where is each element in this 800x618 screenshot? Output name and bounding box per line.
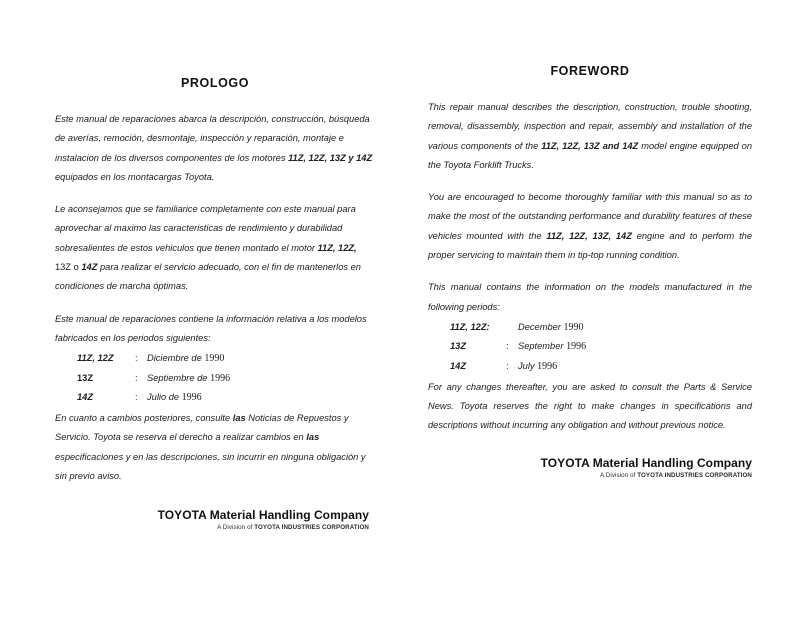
english-paragraph-2-models: 11Z, 12Z, 13Z, 14Z: [546, 230, 632, 241]
english-company-name: TOYOTA Material Handling Company: [540, 455, 752, 470]
spanish-paragraph-1-text: Este manual de reparaciones abarca la descripción, construcción, búsqueda de averías, remoción, desmontaje, inspección y reparación, montaje e instalacion de los diversos componentes de los motores: [55, 114, 370, 163]
spanish-model-row-3: [55, 388, 375, 407]
spanish-paragraph-3: Este manual de reparaciones contiene la información relativa a los modelos fabricados en los periodos siguientes:: [55, 313, 367, 343]
english-model-period-list: [428, 318, 752, 376]
english-paragraph-1-models: 11Z, 12Z, 13Z and 14Z: [541, 140, 639, 151]
english-division-prefix: A Division of: [600, 471, 638, 479]
spanish-model-month-1: Diciembre de: [147, 353, 202, 364]
spanish-model-year-2: 1996: [210, 372, 231, 384]
spanish-model-code-2: 13Z: [77, 372, 94, 383]
english-model-month-3: July: [518, 360, 535, 371]
english-model-year-3: 1996: [537, 360, 558, 372]
english-model-row-2: [428, 337, 752, 356]
spanish-division-name: TOYOTA INDUSTRIES CORPORATION: [254, 524, 369, 532]
english-model-year-1: 1990: [563, 321, 584, 333]
spanish-model-code-3: 14Z: [77, 391, 94, 402]
spanish-paragraph-4: [55, 409, 375, 486]
spanish-column: [55, 0, 375, 531]
english-model-period-1: [518, 318, 752, 337]
english-model-period-3: [518, 357, 752, 376]
spanish-model-year-3: 1996: [181, 391, 202, 403]
spanish-paragraph-4-part-2: Noticias de Repuestos y Servicio. Toyota se reserva el derecho a realizar cambios en: [55, 413, 349, 443]
spanish-paragraph-2-models-b: 13Z o: [55, 262, 82, 273]
spanish-model-month-3: Julio de: [147, 391, 180, 402]
english-paragraph-2-tail: engine and to perform the proper servicing to maintain them in tip-top running condition.: [428, 230, 752, 261]
english-company-division: [428, 472, 752, 479]
spanish-paragraph-2: [55, 200, 375, 296]
spanish-paragraph-1: [55, 110, 375, 187]
spanish-model-row-1: [55, 349, 375, 368]
spanish-section-heading: PROLOGO: [180, 76, 250, 90]
english-division-name: TOYOTA INDUSTRIES CORPORATION: [637, 471, 752, 479]
spanish-model-separator-1: :: [135, 353, 138, 364]
spanish-paragraph-4-part-3: especificaciones y en las descripciones, sin incurrir en ninguna obligación y sin previo aviso.: [55, 451, 366, 482]
spanish-paragraph-4-part-1: En cuanto a cambios posteriores, consulte: [55, 413, 233, 424]
spanish-model-period-2: [147, 369, 375, 388]
english-model-month-1: December: [518, 321, 561, 332]
english-paragraph-1: [428, 98, 752, 175]
spanish-division-prefix: A Division of: [217, 524, 255, 532]
english-model-period-2: [518, 337, 752, 356]
english-paragraph-4: For any changes thereafter, you are asked to consult the Parts & Service News. Toyota reserves the right to make changes in specifications and descriptions without incurring any obligation and without previous notice.: [428, 381, 752, 431]
spanish-model-separator-3: :: [135, 391, 138, 402]
spanish-paragraph-2-text: Le aconsejamos que se familiarice completamente con este manual para aprovechar al maximo las caracteristicas de rendimiento y durabilidad sobresalientes de estos vehiculos que tienen montado el motor: [55, 204, 356, 253]
spanish-company-division: [55, 524, 369, 531]
spanish-signature-block: [55, 508, 375, 531]
english-model-year-2: 1996: [566, 341, 587, 353]
spanish-paragraph-2-tail: para realizar el servicio adecuado, con el fin de mantenerlos en condiciones de marcha óptimas.: [55, 262, 361, 292]
spanish-paragraph-1-tail: equipados en los montacargas Toyota.: [55, 171, 215, 182]
english-model-separator-2: :: [506, 341, 509, 352]
english-model-code-1: 11Z, 12Z:: [450, 321, 490, 332]
spanish-model-period-1: [147, 349, 375, 368]
spanish-model-period-list: [55, 349, 375, 407]
english-model-code-2: 13Z: [450, 341, 467, 352]
spanish-model-month-2: Septiembre de: [147, 372, 208, 383]
english-model-code-3: 14Z: [450, 360, 467, 371]
english-model-separator-3: :: [506, 360, 509, 371]
spanish-model-separator-2: :: [135, 372, 138, 383]
spanish-paragraph-2-models-a: 11Z, 12Z,: [317, 242, 357, 253]
spanish-paragraph-2-models-c: 14Z: [81, 262, 98, 273]
spanish-model-code-1: 11Z, 12Z: [77, 353, 114, 364]
spanish-model-period-3: [147, 388, 375, 407]
spanish-company-name: TOYOTA Material Handling Company: [157, 508, 369, 523]
english-paragraph-2-text: You are encouraged to become thoroughly familiar with this manual so as to make the most of the outstanding performance and durability features of these vehicles mounted with the: [428, 192, 752, 241]
spanish-model-row-2: [55, 369, 375, 388]
english-signature-block: [428, 456, 752, 479]
spanish-paragraph-1-models: 11Z, 12Z, 13Z y 14Z: [288, 152, 373, 163]
spanish-paragraph-4-emphasis-1: las: [232, 413, 246, 424]
english-section-heading: FOREWORD: [550, 64, 630, 78]
english-model-row-3: [428, 357, 752, 376]
english-paragraph-1-tail: model engine equipped on the Toyota Forklift Trucks.: [428, 140, 752, 170]
spanish-model-year-1: 1990: [204, 353, 225, 365]
english-paragraph-3: This manual contains the information on the models manufactured in the following periods:: [428, 282, 752, 312]
english-column: [428, 0, 752, 479]
english-model-row-1: [428, 318, 752, 337]
english-model-month-2: September: [518, 341, 564, 352]
spanish-paragraph-4-emphasis-2: las: [306, 432, 320, 443]
english-paragraph-1-text: This repair manual describes the description, construction, trouble shooting, removal, disassembly, inspection and repair, assembly and installation of the various components of the: [428, 102, 752, 151]
english-paragraph-2: [428, 188, 752, 265]
